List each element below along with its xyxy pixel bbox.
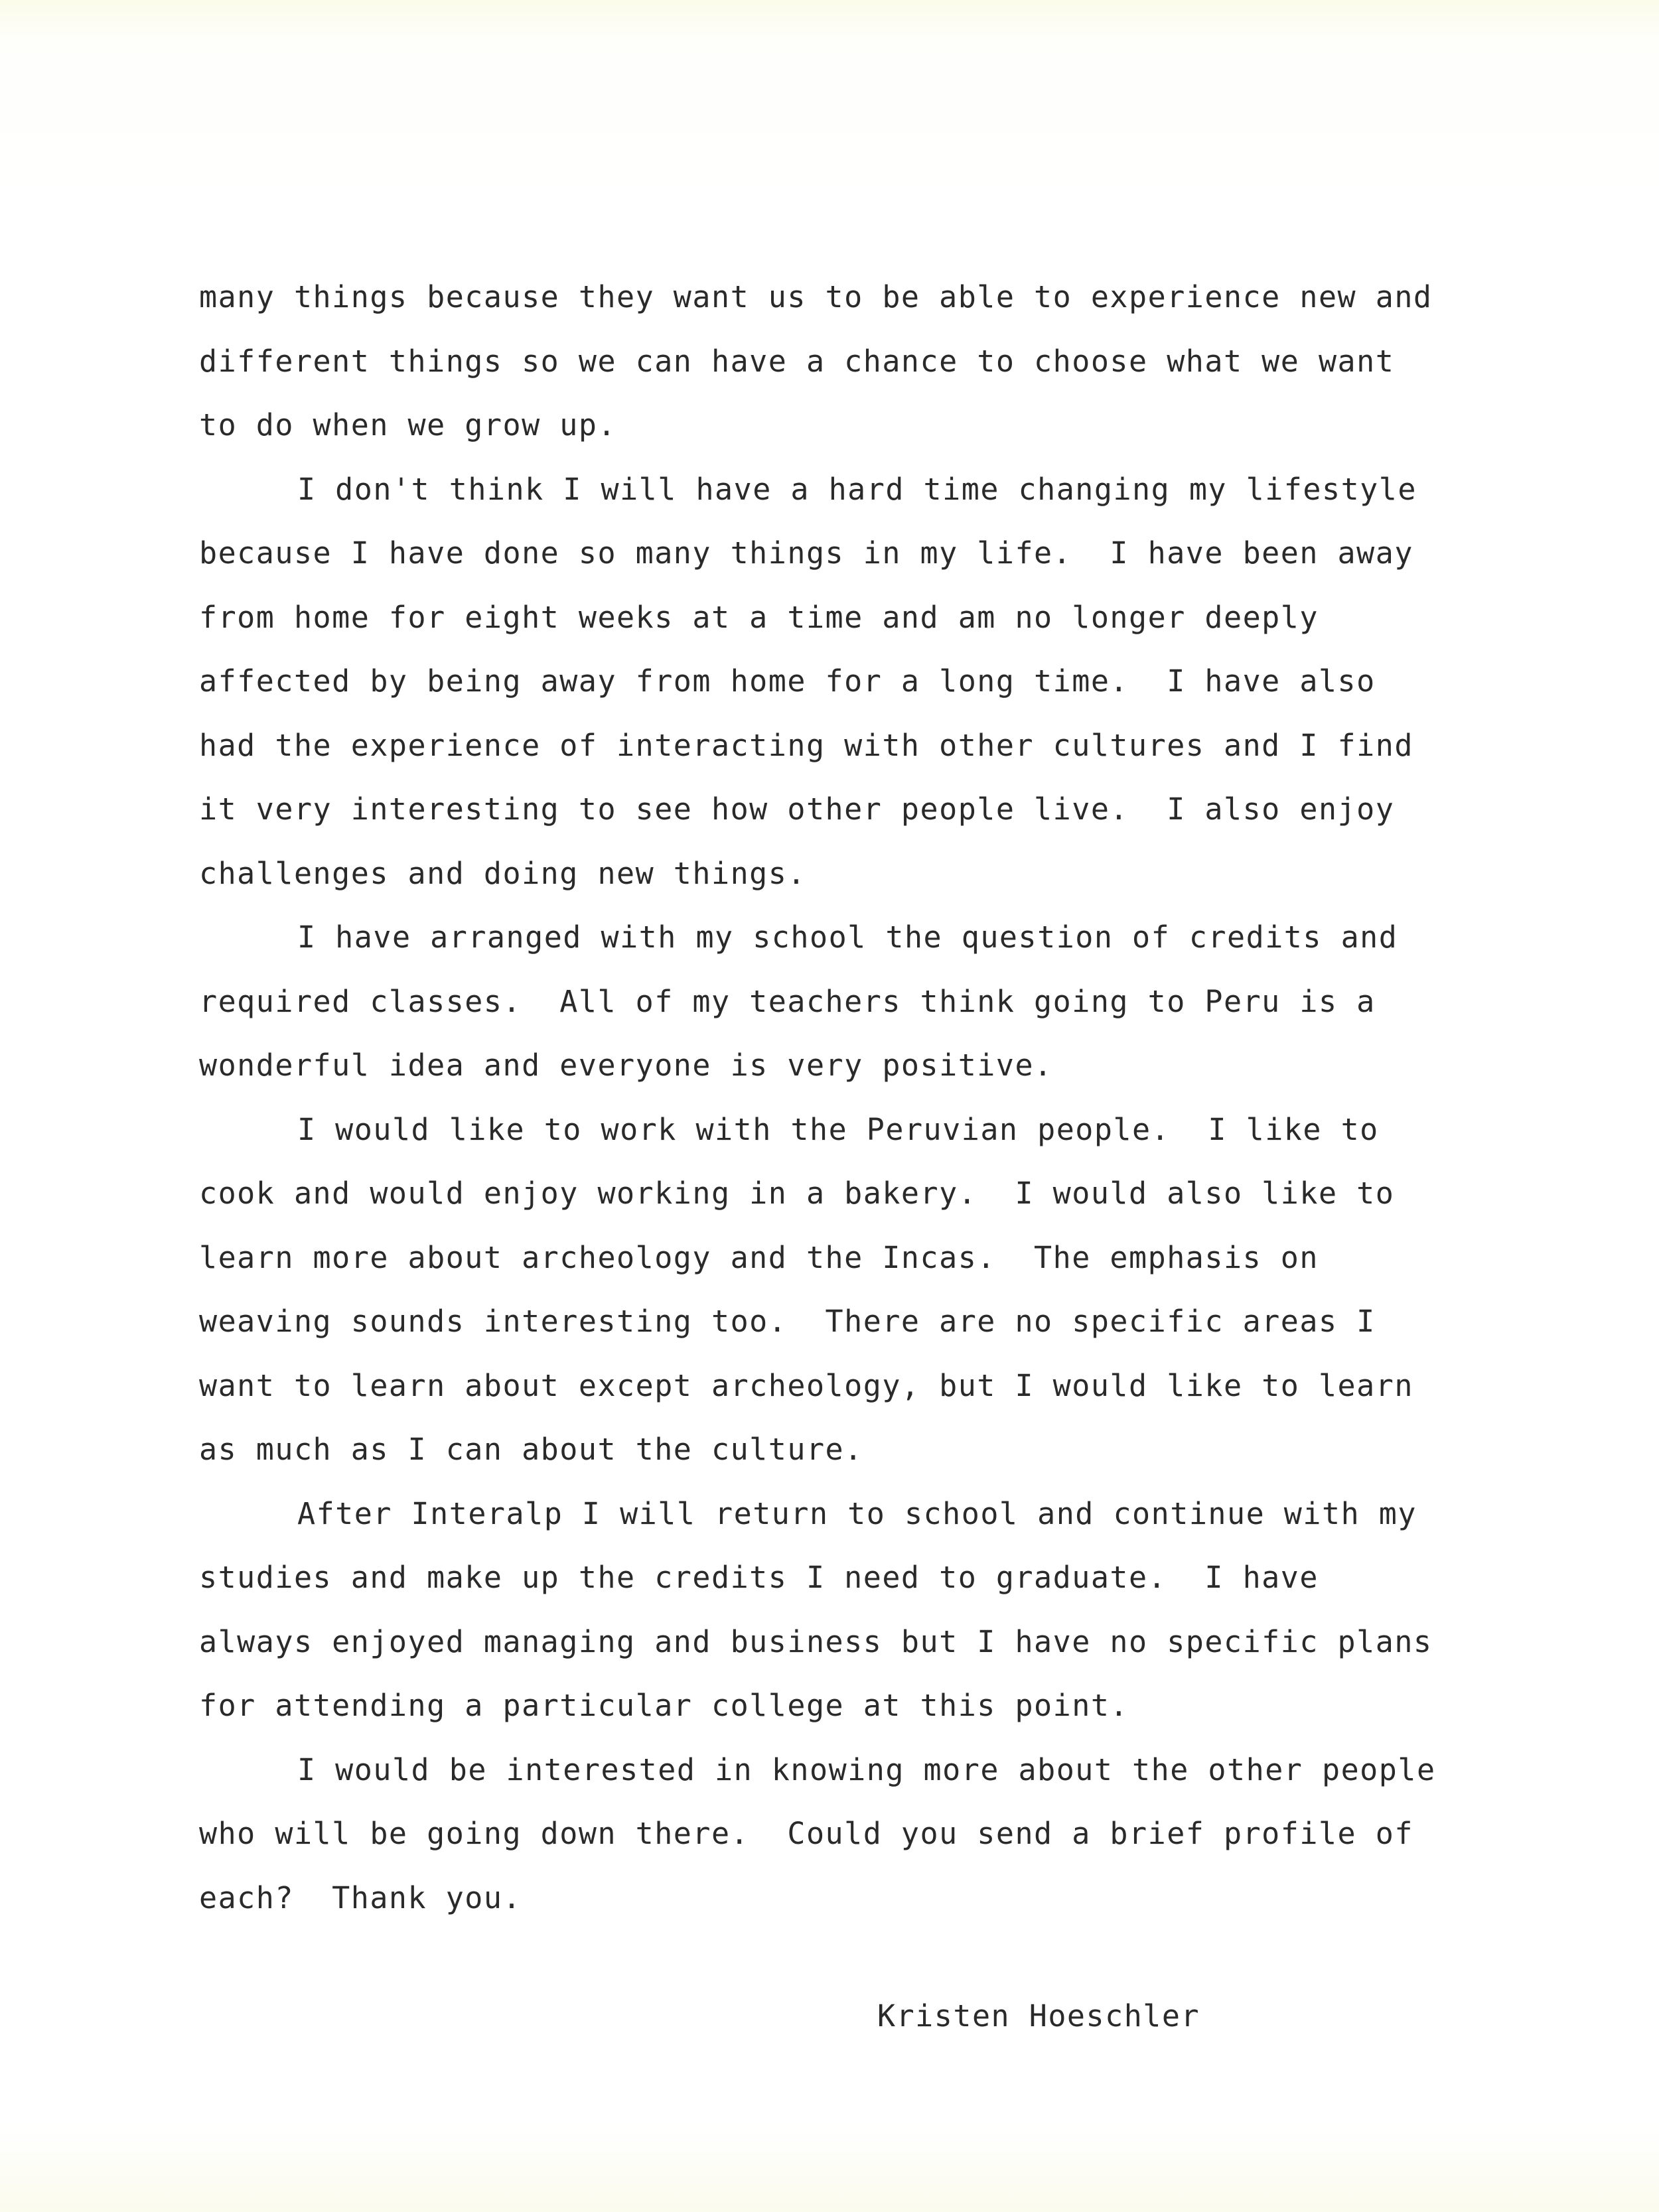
paragraph-line: had the experience of interacting with other cultures and I find [199,727,1413,763]
signature: Kristen Hoeschler [877,1998,1200,2034]
paragraph-line: different things so we can have a chance to choose what we want [199,343,1395,379]
paragraph-line: I have arranged with my school the question of credits and [297,920,1398,955]
paragraph-line: challenges and doing new things. [199,855,806,891]
paragraph-line: studies and make up the credits I need to graduate. I have [199,1560,1319,1595]
paragraph-line: wonderful idea and everyone is very positive. [199,1048,1053,1083]
paragraph-line: it very interesting to see how other people live. I also enjoy [199,792,1395,827]
paragraph-line: for attending a particular college at this point. [199,1688,1129,1723]
letter-body [199,265,1500,1930]
paragraph-line: from home for eight weeks at a time and am no longer deeply [199,599,1319,635]
paragraph-line: I would like to work with the Peruvian people. I like to [297,1111,1379,1147]
paragraph-line: each? Thank you. [199,1880,522,1915]
paragraph-line: I don't think I will have a hard time changing my lifestyle [297,471,1417,507]
paragraph-line: want to learn about except archeology, but I would like to learn [199,1367,1413,1403]
paragraph-line: required classes. All of my teachers think going to Peru is a [199,983,1376,1019]
paragraph-line: many things because they want us to be able to experience new and [199,279,1433,314]
paragraph-line: always enjoyed managing and business but I have no specific plans [199,1624,1433,1659]
paragraph-line: weaving sounds interesting too. There are no specific areas I [199,1304,1376,1339]
paragraph-line: After Interalp I will return to school and continue with my [297,1495,1417,1531]
paragraph-line: affected by being away from home for a long time. I have also [199,663,1376,699]
paragraph-line: I would be interested in knowing more about the other people [297,1752,1436,1787]
paragraph-line: as much as I can about the culture. [199,1432,863,1467]
paragraph-line: to do when we grow up. [199,407,617,443]
paragraph-line: cook and would enjoy working in a bakery. I would also like to [199,1176,1395,1211]
paragraph-line: who will be going down there. Could you send a brief profile of [199,1816,1413,1851]
paragraph-line: learn more about archeology and the Incas. The emphasis on [199,1239,1319,1275]
paragraph-line: because I have done so many things in my life. I have been away [199,535,1413,571]
